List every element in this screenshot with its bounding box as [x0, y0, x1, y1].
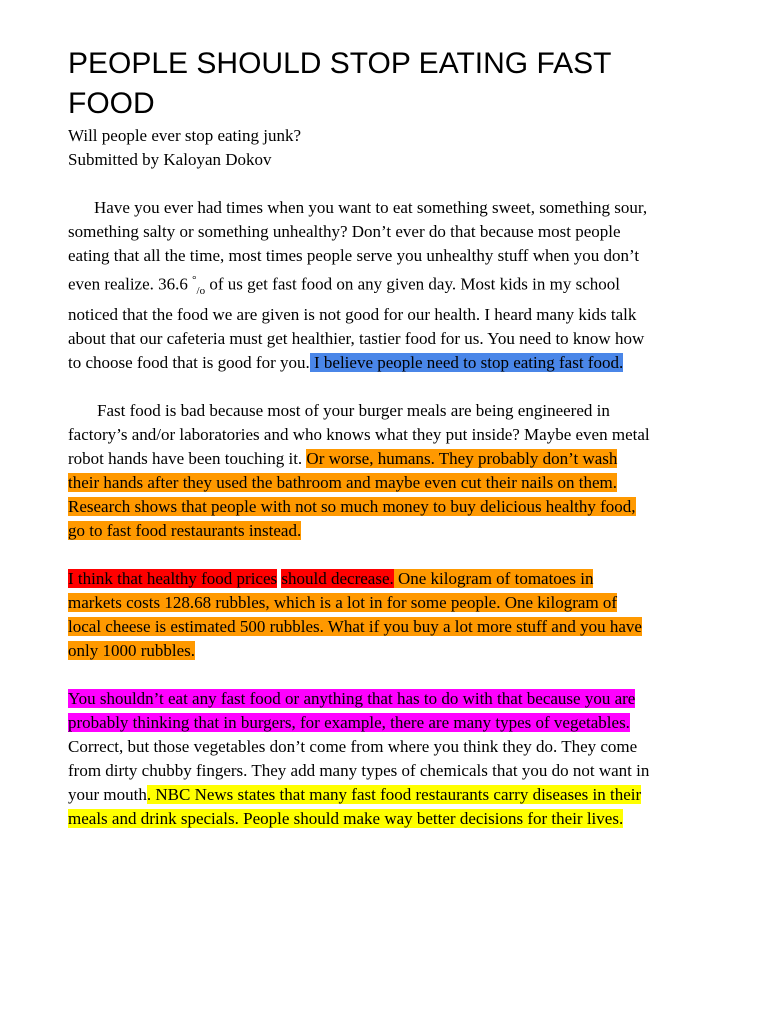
percent-symbol-top: ° — [192, 274, 197, 286]
p1-line: about that our cafeteria must get healthier, tastier food for us. You need to know how — [68, 329, 645, 349]
thesis-highlight: I believe people need to stop eating fast food. — [309, 353, 624, 373]
p1-line: noticed that the food we are given is not good for our health. I heard many kids talk — [68, 305, 637, 325]
byline: Submitted by Kaloyan Dokov — [68, 150, 272, 169]
spacer — [68, 375, 678, 399]
p1-text: even realize. 36.6 — [68, 274, 193, 294]
evidence-highlight: Or worse, humans. They probably don’t wash — [306, 449, 618, 469]
evidence-highlight: Research shows that people with not so much money to buy delicious healthy food, — [68, 497, 636, 517]
spacer — [68, 663, 678, 687]
evidence-highlight: only 1000 rubbles. — [68, 641, 196, 661]
title-line-2: FOOD — [68, 87, 155, 120]
evidence-highlight: their hands after they used the bathroom and maybe even cut their nails on them. — [68, 473, 618, 493]
spacer — [68, 172, 678, 196]
evidence-highlight: local cheese is estimated 500 rubbles. What if you buy a lot more stuff and you have — [68, 617, 642, 637]
p1-line — [68, 196, 678, 220]
p2-line: factory’s and/or laboratories and who knows what they put inside? Maybe even metal — [68, 425, 650, 445]
p1-line: something salty or something unhealthy? Don’t ever do that because most people — [68, 222, 621, 241]
p1-text: Have you ever had times when you want to eat something sweet, something sour, — [94, 198, 648, 217]
evidence-highlight: go to fast food restaurants instead. — [68, 521, 302, 541]
conclusion-highlight: meals and drink specials. People should make way better decisions for their lives. — [68, 809, 624, 829]
p2-line — [68, 399, 678, 423]
p2-text: robot hands have been touching it. — [68, 449, 307, 469]
document-title — [68, 44, 678, 124]
p4-line — [68, 687, 678, 711]
paragraph-2 — [68, 399, 678, 543]
p4-line — [68, 783, 678, 807]
p4-line — [68, 711, 678, 735]
spacer — [68, 543, 678, 567]
p4-text: your mouth — [68, 785, 147, 805]
p2-line — [68, 447, 678, 471]
p2-line — [68, 495, 678, 519]
claim-highlight: I think that healthy food prices — [68, 569, 278, 589]
p3-line — [68, 639, 678, 663]
paragraph-1 — [68, 196, 678, 375]
percent-symbol-bottom: /o — [196, 285, 206, 298]
p1-line: eating that all the time, most times people serve you unhealthy stuff when you don’t — [68, 246, 640, 265]
p4-line: Correct, but those vegetables don’t come from where you think they do. They come — [68, 737, 638, 757]
evidence-highlight: One kilogram of tomatoes in — [393, 569, 594, 589]
p2-line — [68, 471, 678, 495]
p3-line — [68, 615, 678, 639]
counterclaim-highlight: You shouldn’t eat any fast food or anything that has to do with that because you are — [68, 689, 636, 709]
p3-line — [68, 567, 678, 591]
conclusion-highlight: . NBC News states that many fast food restaurants carry diseases in their — [146, 785, 642, 805]
p1-line — [68, 268, 678, 303]
p2-line — [68, 519, 678, 543]
document-page — [68, 44, 678, 831]
p4-line — [68, 807, 678, 831]
title-line-1: PEOPLE SHOULD STOP EATING FAST — [68, 47, 612, 80]
p2-text: Fast food is bad because most of your burger meals are being engineered in — [97, 401, 610, 421]
counterclaim-highlight: probably thinking that in burgers, for example, there are many types of vegetables. — [68, 713, 630, 733]
p1-text: to choose food that is good for you. — [68, 353, 310, 373]
paragraph-4 — [68, 687, 678, 831]
p4-line: from dirty chubby fingers. They add many types of chemicals that you do not want in — [68, 761, 650, 781]
paragraph-3 — [68, 567, 678, 663]
evidence-highlight: markets costs 128.68 rubbles, which is a lot in for some people. One kilogram of — [68, 593, 618, 613]
p3-line — [68, 591, 678, 615]
p1-text: of us get fast food on any given day. Most kids in my school — [205, 274, 620, 294]
p1-line — [68, 351, 678, 375]
claim-highlight: should decrease. — [281, 569, 394, 589]
subtitle: Will people ever stop eating junk? — [68, 126, 301, 145]
